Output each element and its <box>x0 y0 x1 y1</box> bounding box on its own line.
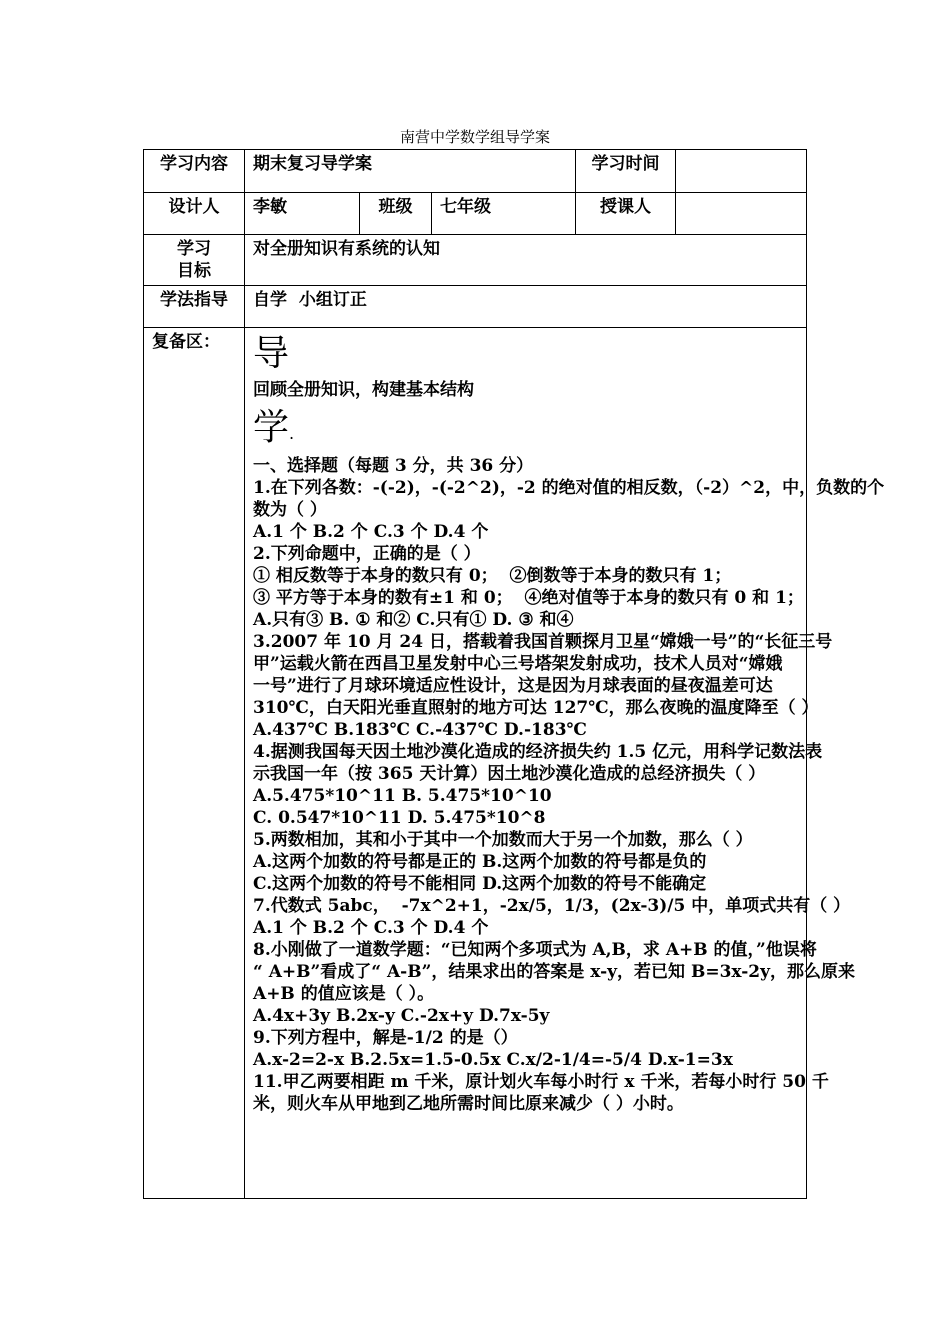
content-line: 9.下列方程中，解是-1/2 的是（） <box>253 1028 518 1048</box>
content-line: A+B 的值应该是（ ）。 <box>253 984 435 1004</box>
designer-value: 李敏 <box>245 193 360 235</box>
content-line: 5.两数相加，其和小于其中一个加数而大于另一个加数，那么（ ） <box>253 830 753 850</box>
content-line: 一号”进行了月球环境适应性设计，这是因为月球表面的昼夜温差可达 <box>253 676 773 696</box>
learning-goal-label <box>144 235 245 286</box>
content-line: A.1 个 B.2 个 C.3 个 D.4 个 <box>253 918 489 938</box>
row-method <box>144 286 807 328</box>
class-label: 班级 <box>360 193 432 235</box>
learn-heading <box>253 407 798 455</box>
document-title: 南营中学数学组导学案 <box>399 128 550 146</box>
content-line: 7.代数式 5abc， -7x^2+1，-2x/5，1/3，(2x-3)/5 中，单项式共有（ ） <box>253 896 851 916</box>
content-line: A.5.475*10^11 B. 5.475*10^10 <box>253 786 552 806</box>
content-line: 8.小刚做了一道数学题：“已知两个多项式为 A,B，求 A+B 的值，”他误将 <box>253 940 817 960</box>
study-time-value <box>676 150 807 193</box>
row-designer <box>144 193 807 235</box>
content-line: A.只有③ B. ① 和② C.只有① D. ③ 和④ <box>253 610 574 630</box>
content-line: C.这两个加数的符号不能相同 D.这两个加数的符号不能确定 <box>253 874 707 894</box>
content-line: 数为（ ） <box>253 500 327 520</box>
study-content-label: 学习内容 <box>144 150 245 193</box>
lesson-plan-table <box>143 149 885 1199</box>
learn-heading-dot: . <box>289 424 295 443</box>
content-line: 310℃，白天阳光垂直照射的地方可达 127℃，那么夜晚的温度降至（ ） <box>253 698 819 718</box>
learn-heading-char: 学 <box>253 407 290 448</box>
content-line: A.437℃ B.183℃ C.-437℃ D.-183℃ <box>253 720 587 740</box>
content-line: ③ 平方等于本身的数有±1 和 0； ④绝对值等于本身的数只有 0 和 1； <box>253 588 804 608</box>
content-line: 11.甲乙两要相距 m 千米，原计划火车每小时行 x 千米，若每小时行 50 千 <box>253 1072 829 1092</box>
content-line: A.4x+3y B.2x-y C.-2x+y D.7x-5y <box>253 1006 550 1026</box>
guide-heading: 导 <box>253 333 290 374</box>
content-line: “ A+B”看成了“ A-B”，结果求出的答案是 x-y，若已知 B=3x-2y，那么原来 <box>253 962 856 982</box>
study-method-value: 自学 小组订正 <box>245 286 807 328</box>
row-content <box>144 150 807 193</box>
content-line: 一、选择题（每题 3 分，共 36 分） <box>253 456 534 476</box>
teacher-value <box>676 193 807 235</box>
row-goal <box>144 235 807 286</box>
content-line: 4.据测我国每天因土地沙漠化造成的经济损失约 1.5 亿元，用科学记数法表 <box>253 742 823 762</box>
content-line: 示我国一年（按 365 天计算）因土地沙漠化造成的总经济损失（ ） <box>253 764 766 784</box>
study-content-value: 期末复习导学案 <box>245 150 576 193</box>
lesson-content <box>245 328 885 1199</box>
study-time-label: 学习时间 <box>576 150 676 193</box>
study-method-label: 学法指导 <box>144 286 245 328</box>
content-line: 3.2007 年 10 月 24 日，搭载着我国首颗探月卫星“嫦娥一号”的“长征三号 <box>253 632 833 652</box>
content-line: C. 0.547*10^11 D. 5.475*10^8 <box>253 808 546 828</box>
content-line: ① 相反数等于本身的数只有 0； ②倒数等于本身的数只有 1； <box>253 566 732 586</box>
learning-goal-value: 对全册知识有系统的认知 <box>245 235 807 286</box>
content-line: A.1 个 B.2 个 C.3 个 D.4 个 <box>253 522 489 542</box>
row-review <box>144 328 807 1199</box>
content-line: A.这两个加数的符号都是正的 B.这两个加数的符号都是负的 <box>253 852 707 872</box>
content-line: 2.下列命题中，正确的是（ ） <box>253 544 481 564</box>
review-area-label: 复备区： <box>144 328 245 1199</box>
content-line: 米，则火车从甲地到乙地所需时间比原来减少（ ）小时。 <box>253 1094 684 1114</box>
designer-label: 设计人 <box>144 193 245 235</box>
learning-goal-label-line2: 目标 <box>177 261 211 281</box>
teacher-label: 授课人 <box>576 193 676 235</box>
content-line: 1.在下列各数：-(-2)，-(-2^2)，-2 的绝对值的相反数，（-2）^2，中，负数的个 <box>253 478 885 498</box>
question-list <box>253 455 885 1115</box>
content-line: A.x-2=2-x B.2.5x=1.5-0.5x C.x/2-1/4=-5/4 D.x-1=3x <box>253 1050 733 1070</box>
learning-goal-label-line1: 学习 <box>177 239 211 259</box>
content-line: 甲”运载火箭在西昌卫星发射中心三号塔架发射成功，技术人员对“嫦娥 <box>253 654 783 674</box>
class-value: 七年级 <box>432 193 576 235</box>
guide-text: 回顾全册知识，构建基本结构 <box>253 380 474 400</box>
